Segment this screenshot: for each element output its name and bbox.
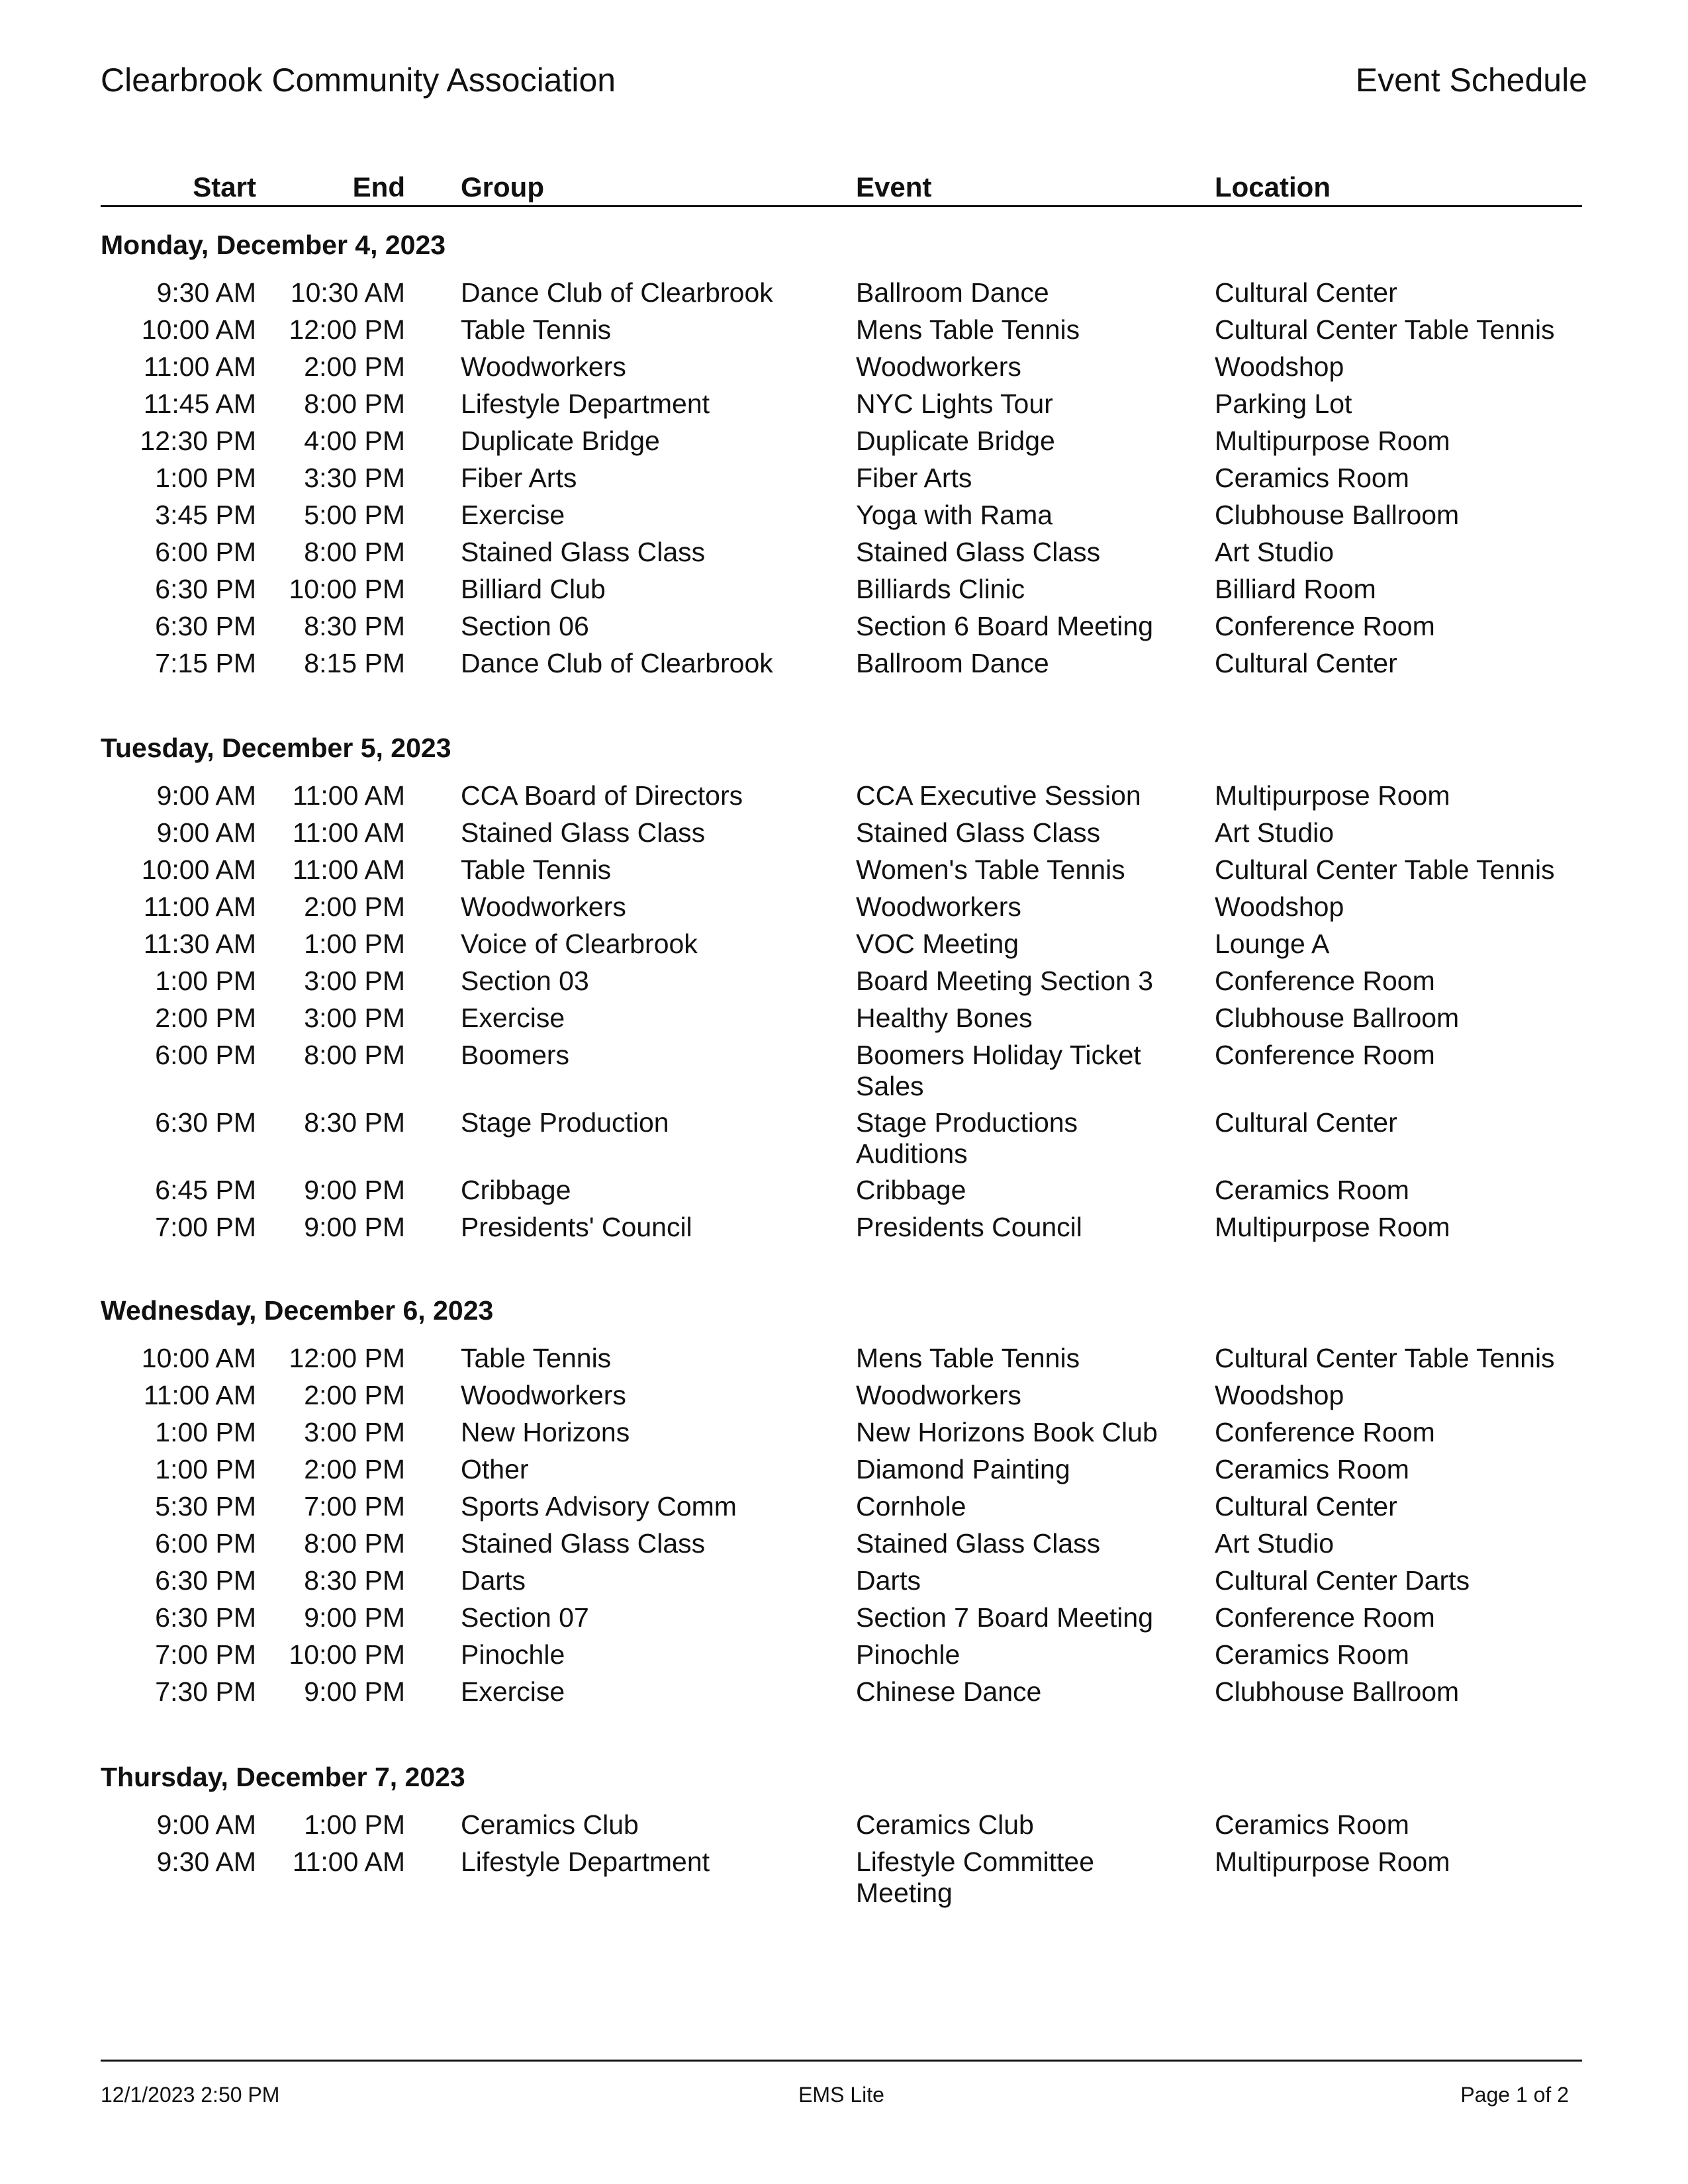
group-name: Section 07 [461,1602,589,1633]
end-time: 9:00 PM [304,1602,405,1633]
table-row [101,1380,1582,1417]
group-name: Boomers [461,1040,570,1070]
group-name: Lifestyle Department [461,388,710,419]
event-location: Conference Room [1215,1040,1435,1070]
event-location: Multipurpose Room [1215,1212,1450,1242]
end-time: 1:00 PM [304,929,405,959]
event-location: Cultural Center Table Tennis [1215,1343,1555,1373]
group-name: Lifestyle Department [461,1846,710,1877]
start-time: 7:30 PM [155,1676,256,1707]
group-name: Section 03 [461,966,589,996]
start-time: 6:30 PM [155,1565,256,1596]
end-time: 9:00 PM [304,1212,405,1242]
start-time: 7:15 PM [155,648,256,678]
table-row [101,780,1582,817]
table-row [101,891,1582,929]
event-name: Ballroom Dance [856,648,1049,678]
group-name: Section 06 [461,611,589,641]
column-header-location: Location [1215,171,1331,203]
start-time: 11:45 AM [143,388,256,419]
group-name: Pinochle [461,1639,565,1670]
event-location: Parking Lot [1215,388,1352,419]
end-time: 3:00 PM [304,1417,405,1447]
event-location: Conference Room [1215,1602,1435,1633]
group-name: Ceramics Club [461,1809,639,1840]
group-name: Stained Glass Class [461,817,706,848]
group-name: Woodworkers [461,351,626,382]
start-time: 9:30 AM [156,277,256,308]
table-row [101,648,1582,685]
group-name: New Horizons [461,1417,630,1447]
group-name: Woodworkers [461,891,626,922]
event-name: Cornhole [856,1491,966,1522]
table-row [101,1003,1582,1040]
table-row [101,1676,1582,1713]
start-time: 11:30 AM [143,929,256,959]
end-time: 12:00 PM [289,1343,405,1373]
end-time: 8:00 PM [304,1528,405,1559]
end-time: 8:00 PM [304,537,405,567]
end-time: 3:00 PM [304,966,405,996]
group-name: Table Tennis [461,1343,612,1373]
app-name: EMS Lite [798,2083,884,2107]
start-time: 1:00 PM [155,463,256,493]
start-time: 7:00 PM [155,1212,256,1242]
event-name: Mens Table Tennis [856,314,1080,345]
end-time: 10:00 PM [289,574,405,604]
event-name: Stained Glass Class [856,1528,1101,1559]
page-number: Page 1 of 2 [1460,2083,1569,2107]
day-heading: Tuesday, December 5, 2023 [101,733,451,763]
table-row [101,1107,1582,1175]
event-name: Healthy Bones [856,1003,1033,1033]
end-time: 11:00 AM [292,1846,405,1877]
start-time: 6:00 PM [155,1040,256,1070]
page-footer [101,2060,1582,2115]
group-name: CCA Board of Directors [461,780,743,811]
start-time: 6:30 PM [155,574,256,604]
end-time: 3:30 PM [304,463,405,493]
end-time: 8:00 PM [304,1040,405,1070]
table-row [101,537,1582,574]
table-row [101,314,1582,351]
event-name: Stage Productions Auditions [856,1107,1078,1169]
table-row [101,426,1582,463]
column-header-group: Group [461,171,544,203]
event-name: NYC Lights Tour [856,388,1053,419]
end-time: 8:00 PM [304,388,405,419]
group-name: Exercise [461,1676,565,1707]
event-location: Woodshop [1215,1380,1344,1410]
event-name: Stained Glass Class [856,537,1101,567]
event-location: Cultural Center [1215,277,1397,308]
end-time: 11:00 AM [292,854,405,885]
event-location: Cultural Center [1215,1491,1397,1522]
column-header-start: Start [193,171,256,203]
end-time: 11:00 AM [292,780,405,811]
table-row [101,1212,1582,1249]
table-row [101,611,1582,648]
column-header-event: Event [856,171,932,203]
start-time: 10:00 AM [141,1343,256,1373]
group-name: Stained Glass Class [461,537,706,567]
table-row [101,966,1582,1003]
event-name: Women's Table Tennis [856,854,1125,885]
event-name: Presidents Council [856,1212,1082,1242]
table-row [101,854,1582,891]
organization-name: Clearbrook Community Association [101,62,616,99]
end-time: 7:00 PM [304,1491,405,1522]
start-time: 9:00 AM [156,1809,256,1840]
group-name: Sports Advisory Comm [461,1491,737,1522]
table-row [101,277,1582,314]
end-time: 8:15 PM [304,648,405,678]
event-name: Duplicate Bridge [856,426,1055,456]
event-location: Conference Room [1215,1417,1435,1447]
start-time: 11:00 AM [143,351,256,382]
event-name: Mens Table Tennis [856,1343,1080,1373]
group-name: Table Tennis [461,854,612,885]
column-header-end: End [352,171,405,203]
start-time: 12:30 PM [140,426,256,456]
event-location: Multipurpose Room [1215,426,1450,456]
end-time: 2:00 PM [304,351,405,382]
day-heading: Monday, December 4, 2023 [101,230,446,260]
table-row [101,1528,1582,1565]
event-name: Section 6 Board Meeting [856,611,1153,641]
start-time: 2:00 PM [155,1003,256,1033]
event-location: Conference Room [1215,611,1435,641]
event-name: Lifestyle Committee Meeting [856,1846,1095,1908]
event-location: Cultural Center Table Tennis [1215,314,1555,345]
start-time: 6:00 PM [155,1528,256,1559]
event-location: Clubhouse Ballroom [1215,500,1460,530]
group-name: Duplicate Bridge [461,426,660,456]
start-time: 7:00 PM [155,1639,256,1670]
event-name: Section 7 Board Meeting [856,1602,1153,1633]
start-time: 6:30 PM [155,1107,256,1138]
event-location: Lounge A [1215,929,1330,959]
start-time: 1:00 PM [155,1417,256,1447]
table-row [101,1175,1582,1212]
start-time: 10:00 AM [141,314,256,345]
table-row [101,351,1582,388]
group-name: Dance Club of Clearbrook [461,648,773,678]
event-name: Fiber Arts [856,463,972,493]
table-row [101,500,1582,537]
event-location: Art Studio [1215,537,1335,567]
table-row [101,1846,1582,1914]
end-time: 12:00 PM [289,314,405,345]
start-time: 6:00 PM [155,537,256,567]
table-row [101,1491,1582,1528]
start-time: 9:00 AM [156,780,256,811]
end-time: 8:30 PM [304,611,405,641]
start-time: 3:45 PM [155,500,256,530]
table-row [101,1565,1582,1602]
end-time: 4:00 PM [304,426,405,456]
event-location: Art Studio [1215,817,1335,848]
end-time: 8:30 PM [304,1565,405,1596]
event-name: Board Meeting Section 3 [856,966,1153,996]
group-name: Billiard Club [461,574,606,604]
start-time: 6:30 PM [155,1602,256,1633]
start-time: 9:30 AM [156,1846,256,1877]
event-location: Ceramics Room [1215,1809,1409,1840]
start-time: 9:00 AM [156,817,256,848]
page-header [101,61,1587,107]
group-name: Voice of Clearbrook [461,929,698,959]
event-location: Conference Room [1215,966,1435,996]
event-name: CCA Executive Session [856,780,1141,811]
event-name: VOC Meeting [856,929,1019,959]
start-time: 1:00 PM [155,966,256,996]
end-time: 10:30 AM [290,277,405,308]
start-time: 5:30 PM [155,1491,256,1522]
event-location: Art Studio [1215,1528,1335,1559]
end-time: 11:00 AM [292,817,405,848]
day-heading: Wednesday, December 6, 2023 [101,1295,494,1326]
event-name: Chinese Dance [856,1676,1042,1707]
event-name: Billiards Clinic [856,574,1025,604]
group-name: Table Tennis [461,314,612,345]
end-time: 2:00 PM [304,1380,405,1410]
event-location: Ceramics Room [1215,1454,1409,1484]
event-name: Yoga with Rama [856,500,1053,530]
event-location: Cultural Center Darts [1215,1565,1470,1596]
table-row [101,388,1582,426]
event-name: Darts [856,1565,921,1596]
event-name: Boomers Holiday Ticket Sales [856,1040,1141,1101]
end-time: 2:00 PM [304,891,405,922]
table-row [101,817,1582,854]
group-name: Dance Club of Clearbrook [461,277,773,308]
event-location: Cultural Center Table Tennis [1215,854,1555,885]
table-row [101,1809,1582,1846]
event-list [101,277,1582,685]
end-time: 8:30 PM [304,1107,405,1138]
start-time: 10:00 AM [141,854,256,885]
table-row [101,1343,1582,1380]
start-time: 1:00 PM [155,1454,256,1484]
group-name: Stained Glass Class [461,1528,706,1559]
group-name: Woodworkers [461,1380,626,1410]
end-time: 1:00 PM [304,1809,405,1840]
group-name: Darts [461,1565,526,1596]
table-header [101,171,1582,207]
table-row [101,1040,1582,1107]
print-timestamp: 12/1/2023 2:50 PM [101,2083,280,2107]
table-row [101,929,1582,966]
start-time: 6:45 PM [155,1175,256,1205]
event-location: Multipurpose Room [1215,1846,1450,1877]
group-name: Other [461,1454,529,1484]
event-location: Woodshop [1215,891,1344,922]
event-location: Ceramics Room [1215,463,1409,493]
event-name: New Horizons Book Club [856,1417,1158,1447]
event-list [101,1343,1582,1713]
event-location: Billiard Room [1215,574,1376,604]
event-list [101,780,1582,1249]
event-name: Ballroom Dance [856,277,1049,308]
group-name: Cribbage [461,1175,571,1205]
table-row [101,1602,1582,1639]
end-time: 9:00 PM [304,1175,405,1205]
document-title: Event Schedule [1355,62,1587,99]
event-location: Clubhouse Ballroom [1215,1003,1460,1033]
event-name: Woodworkers [856,351,1021,382]
event-location: Ceramics Room [1215,1175,1409,1205]
event-name: Pinochle [856,1639,961,1670]
end-time: 10:00 PM [289,1639,405,1670]
event-name: Cribbage [856,1175,966,1205]
start-time: 11:00 AM [143,891,256,922]
table-row [101,1639,1582,1676]
end-time: 5:00 PM [304,500,405,530]
event-location: Cultural Center [1215,1107,1397,1138]
group-name: Fiber Arts [461,463,577,493]
group-name: Presidents' Council [461,1212,692,1242]
end-time: 2:00 PM [304,1454,405,1484]
group-name: Exercise [461,1003,565,1033]
table-row [101,463,1582,500]
event-location: Ceramics Room [1215,1639,1409,1670]
event-name: Stained Glass Class [856,817,1101,848]
group-name: Exercise [461,500,565,530]
table-row [101,1417,1582,1454]
end-time: 9:00 PM [304,1676,405,1707]
group-name: Stage Production [461,1107,669,1138]
start-time: 11:00 AM [143,1380,256,1410]
event-location: Clubhouse Ballroom [1215,1676,1460,1707]
event-name: Woodworkers [856,1380,1021,1410]
start-time: 6:30 PM [155,611,256,641]
event-name: Woodworkers [856,891,1021,922]
day-heading: Thursday, December 7, 2023 [101,1762,465,1792]
event-name: Ceramics Club [856,1809,1034,1840]
event-location: Woodshop [1215,351,1344,382]
table-row [101,574,1582,611]
event-location: Cultural Center [1215,648,1397,678]
event-location: Multipurpose Room [1215,780,1450,811]
event-list [101,1809,1582,1914]
event-name: Diamond Painting [856,1454,1070,1484]
table-row [101,1454,1582,1491]
end-time: 3:00 PM [304,1003,405,1033]
